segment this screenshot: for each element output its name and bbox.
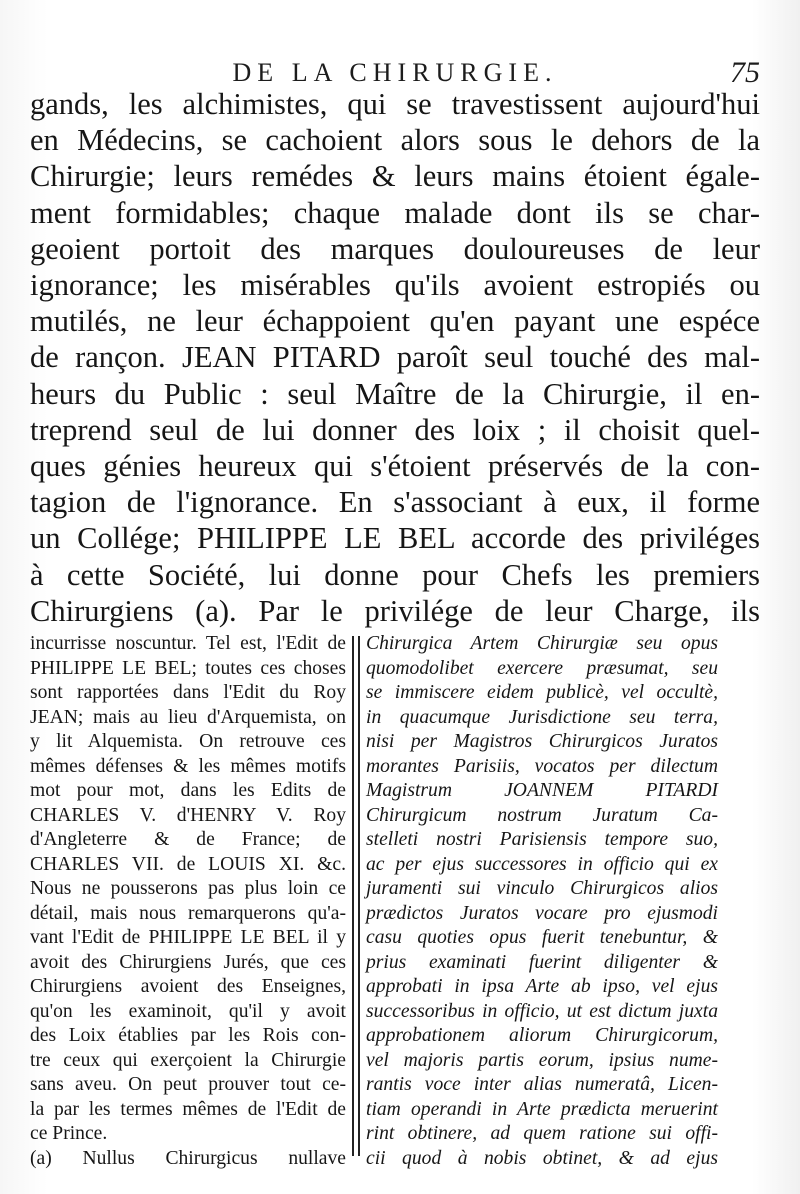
column-divider — [358, 636, 360, 1156]
footnote-line: la par les termes mêmes de l'Edit de — [30, 1098, 346, 1120]
text-line: mutilés, ne leur échappoient qu'en payant une espéce — [30, 304, 760, 339]
running-title: DE LA CHIRURGIE. — [232, 58, 558, 87]
footnote-line: quomodolibet exercere præsumat, seu — [366, 657, 718, 679]
footnote-line: approbationem aliorum Chirurgicorum, — [366, 1025, 718, 1046]
footnote-line: Chirurgica Artem Chirurgiæ seu opus — [366, 633, 718, 654]
main-text-block — [30, 86, 760, 629]
footnote-line: (a) Nullus Chirurgicus nullave — [30, 1147, 346, 1169]
footnote-line: rantis voce inter alias numeratâ, Licen- — [366, 1074, 718, 1095]
footnote-line: détail, mais nous remarquerons qu'a- — [30, 902, 346, 924]
footnote-left-column — [30, 632, 346, 1171]
footnote-line: incurrisse noscuntur. Tel est, l'Edit de — [30, 633, 346, 654]
text-line: ment formidables; chaque malade dont ils se char- — [30, 195, 760, 230]
footnote-line: tre ceux qui exerçoient la Chirurgie — [30, 1049, 346, 1071]
footnote-line: in quacumque Jurisdictione seu terra, — [366, 706, 718, 728]
text-line: gands, les alchimistes, qui se travestissent aujourd'hui — [30, 87, 760, 121]
footnote-line: JEAN; mais au lieu d'Arquemista, on — [30, 706, 346, 728]
text-line: Chirurgiens (a). Par le privilége de leur Charge, ils — [30, 593, 760, 628]
footnote-line: d'Angleterre & de France; de — [30, 829, 346, 850]
footnote-line: rint obtinere, ad quem ratione sui offi- — [366, 1123, 718, 1144]
footnote-line: se immiscere eidem publicè, vel occultè, — [366, 682, 718, 703]
text-line: de rançon. JEAN PITARD paroît seul touché des mal- — [30, 340, 760, 375]
footnote-right-column — [366, 632, 718, 1171]
footnote-line: tiam operandi in Arte prædicta meruerint — [366, 1098, 718, 1120]
footnote-line: vel majoris partis eorum, ipsius nume- — [366, 1049, 718, 1071]
footnote-line: stelleti nostri Parisiensis tempore suo, — [366, 829, 718, 850]
footnotes-block — [30, 632, 770, 1169]
column-divider — [352, 636, 354, 1156]
text-line: heurs du Public : seul Maître de la Chirurgie, il en- — [30, 376, 760, 411]
footnote-line: ce Prince. — [30, 1123, 108, 1144]
footnote-line: y lit Alquemista. On retrouve ces — [30, 731, 346, 752]
footnote-line: Chirurgicum nostrum Juratum Ca- — [366, 804, 718, 826]
footnote-line: CHARLES V. d'HENRY V. Roy — [30, 804, 346, 826]
footnote-line: approbati in ipsa Arte ab ipso, vel ejus — [366, 976, 718, 997]
footnote-line: prius examinati fuerint diligenter & — [366, 951, 718, 973]
footnote-line: Magistrum JOANNEM PITARDI — [366, 780, 718, 801]
page-number: 75 — [730, 56, 760, 89]
footnote-line: qu'on les examinoit, qu'il y avoit — [30, 1000, 346, 1022]
text-line: Chirurgie; leurs remédes & leurs mains étoient égale- — [30, 159, 760, 194]
footnote-line: avoit des Chirurgiens Jurés, que ces — [30, 951, 346, 973]
footnote-line: prædictos Juratos vocare pro ejusmodi — [366, 902, 718, 924]
text-line: geoient portoit des marques douloureuses de leur — [30, 231, 760, 266]
footnote-line: des Loix établies par les Rois con- — [30, 1025, 346, 1046]
footnote-line: Chirurgiens avoient des Enseignes, — [30, 976, 346, 997]
text-line: un Collége; PHILIPPE LE BEL accorde des priviléges — [30, 521, 760, 556]
footnote-line: successoribus in officio, ut est dictum juxta — [366, 1000, 718, 1022]
footnote-line: sans aveu. On peut prouver tout ce- — [30, 1074, 346, 1095]
footnote-line: sont rapportées dans l'Edit du Roy — [30, 682, 346, 703]
footnote-line: casu quoties opus fuerit tenebuntur, & — [366, 927, 718, 948]
text-line: tagion de l'ignorance. En s'associant à eux, il forme — [30, 485, 760, 520]
footnote-line: ac per ejus successores in officio qui ex — [366, 853, 718, 875]
text-line: ignorance; les misérables qu'ils avoient estropiés ou — [30, 268, 760, 303]
text-line: en Médecins, se cachoient alors sous le dehors de la — [30, 123, 760, 158]
footnote-line: nisi per Magistros Chirurgicos Juratos — [366, 731, 718, 752]
footnote-line: mêmes défenses & les mêmes motifs — [30, 755, 346, 777]
text-line: ques génies heureux qui s'étoient préservés de la con- — [30, 449, 760, 484]
footnote-line: morantes Parisiis, vocatos per dilectum — [366, 755, 718, 777]
footnote-line: vant l'Edit de PHILIPPE LE BEL il y — [30, 927, 346, 948]
text-line: treprend seul de lui donner des loix ; il choisit quel- — [30, 412, 760, 447]
text-line: à cette Société, lui donne pour Chefs les premiers — [30, 557, 760, 592]
footnote-line: Nous ne pousserons pas plus loin ce — [30, 878, 346, 899]
footnote-line: juramenti sui vinculo Chirurgicos alios — [366, 878, 718, 899]
footnote-line: mot pour mot, dans les Edits de — [30, 780, 346, 801]
footnote-line: PHILIPPE LE BEL; toutes ces choses — [30, 657, 346, 679]
footnote-line: cii quod à nobis obtinet, & ad ejus — [366, 1147, 718, 1169]
footnote-line: CHARLES VII. de LOUIS XI. &c. — [30, 853, 346, 875]
